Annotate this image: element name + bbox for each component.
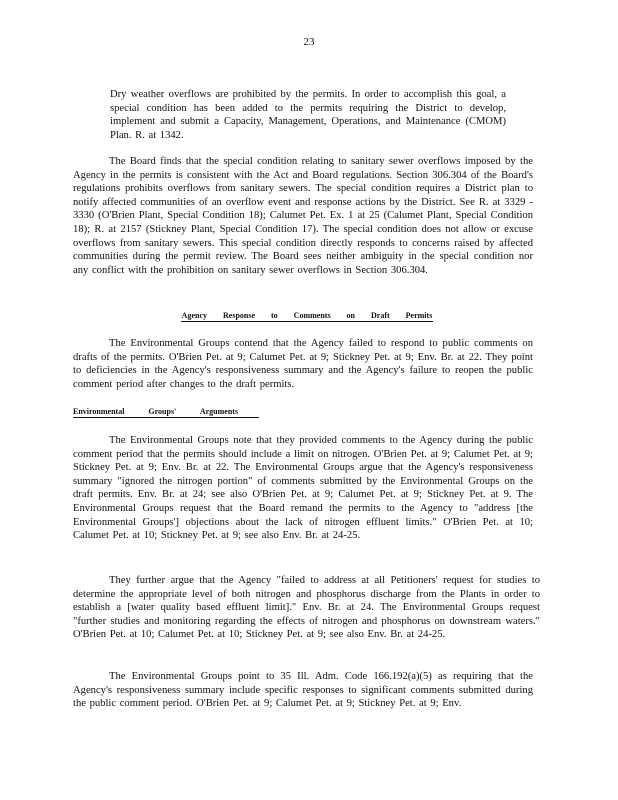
block-quote: Dry weather overflows are prohibited by the permits. In order to accomplish this goal, a special condition has been added to the permits requiring the District to develop, implement and submit a Capacity, Management, Operations, and Maintenance (CMOM) Plan. R. at 1342. <box>110 89 506 141</box>
section-heading-agency-response: Agency Response to Comments on Draft Permits <box>181 311 433 320</box>
page-number: 23 <box>303 36 315 48</box>
board-paragraph: The Board finds that the special condition relating to sanitary sewer overflows imposed by the Agency in the permits is consistent with the Act and Board regulations. Section 306.304 of the Board's regulations prohibits overflows from sanitary sewers. The special condition requires a District plan to notify affected communities of an overflow event and response actions by the District. See R. at 3329 - 3330 (O'Brien Plant, Special Condition 18); Calumet Pet. Ex. 1 at 25 (Calumet Plant, Special Condition 18); R. at 2157 (Stickney Plant, Special Condition 17). The special condition does not allow or excuse overflows from sanitary sewers. This special condition directly responds to concerns raised by affected communities during the permit review. The Board sees neither ambiguity in the special condition nor any conflict with the prohibition on sanitary sewer overflows in Section 306.304. <box>73 156 533 276</box>
section-heading-environmental-groups: Environmental Groups' Arguments <box>73 407 259 418</box>
agency-response-paragraph: The Environmental Groups contend that the Agency failed to respond to public comments on drafts of the permits. O'Brien Pet. at 9; Calumet Pet. at 9; Stickney Pet. at 9; Env. Br. at 22. They point to deficiencies in the Agency's responsiveness summary and the Agency's failure to reopen the public comment period after changes to the draft permits. <box>73 338 533 390</box>
env-groups-paragraph-2: They further argue that the Agency "failed to address at all Petitioners' request for studies to determine the appropriate level of both nitrogen and phosphorus discharge from the Plants in order to establish a [water quality based effluent limit]." Env. Br. at 24. The Environmental Groups request "further studies and monitoring regarding the effects of nitrogen and phosphorus on downstream waters." O'Brien Pet. at 10; Calumet Pet. at 10; Stickney Pet. at 9; see also Env. Br. at 24-25. <box>73 575 540 641</box>
env-groups-paragraph-1: The Environmental Groups note that they provided comments to the Agency during the public comment period that the permits should include a limit on nitrogen. O'Brien Pet. at 9; Calumet Pet. at 9; Stickney Pet. at 9; Env. Br. at 22. The Environmental Groups argue that the Agency's responsiveness summary "ignored the nitrogen portion" of comments submitted by the Environmental Groups on the draft permits. Env. Br. at 24; see also O'Brien Pet. at 9; Calumet Pet. at 9; Stickney Pet. at 9. The Environmental Groups request that the Board remand the permits to the Agency to "address [the Environmental Groups'] objections about the lack of nitrogen effluent limits." O'Brien Pet. at 10; Calumet Pet. at 10; Stickney Pet. at 9; see also Env. Br. at 24-25. <box>73 435 533 542</box>
env-groups-paragraph-3: The Environmental Groups point to 35 Ill. Adm. Code 166.192(a)(5) as requiring that the Agency's responsiveness summary include specific responses to significant comments submitted during the public comment period. O'Brien Pet. at 9; Calumet Pet. at 9; Stickney Pet. at 9; Env. <box>73 671 533 710</box>
